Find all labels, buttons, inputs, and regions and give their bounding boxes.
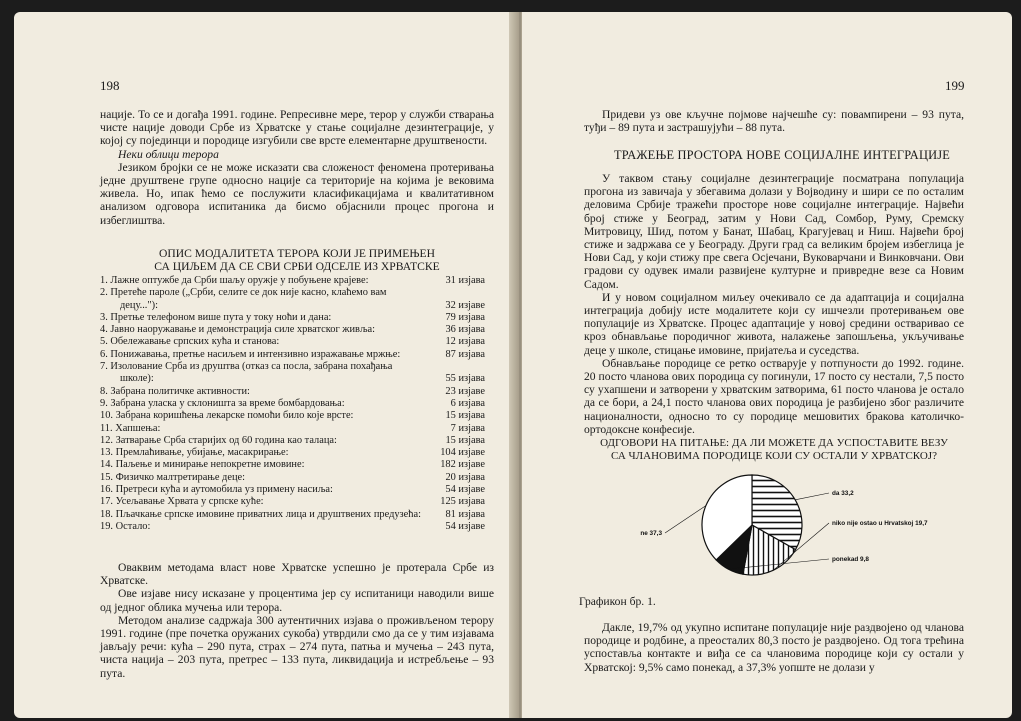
paragraph: нације. То се и догађа 1991. године. Репресивне мере, терор у служби стварања чисте нације доводи Србе из Хрватске у стање социјалне дезинтеграције, у којој су појединци и породице изгубили све врсте елементарне друштвености. — [100, 108, 494, 148]
terror-item — [100, 410, 485, 422]
terror-item — [100, 521, 485, 533]
chart-caption: Графикон бр. 1. — [579, 595, 656, 608]
terror-item — [100, 287, 485, 312]
terror-item — [100, 459, 485, 471]
left-closing-block — [100, 561, 494, 680]
pie-leader-line — [795, 493, 829, 500]
terror-item-text: 16. Претреси кућа и аутомобила уз примену насиља: — [100, 484, 333, 496]
page-number: 199 — [945, 78, 965, 93]
pie-slice-label: ne 37,3 — [640, 530, 662, 537]
terror-item-text: 11. Хапшења: — [100, 422, 161, 434]
terror-item-count: 15 изјава — [445, 410, 485, 422]
paragraph: У таквом стању социјалне дезинтеграције посматрана популација прогона из завичаја у збегавима долази у Војводину и шири се по осталим деловима Србије тражећи просторе нове социјалне интеграције. Највећи број стиже у Београд, затим у Нови Сад, Сомбор, Руму, Сремску Митровицу, Шид, потом у Банат, Шабац, Крагујевац и Ниш. Највећи број стиже и задржава се у Београду. Други град са великим бројем избеглица је Нови Сад, у који стижу пре свега Осјечани, Вуковарчани и Винковчани. Ови градови су одувек имали развијене културне и привредне везе са Новим Садом. — [584, 172, 964, 291]
terror-item — [100, 361, 485, 386]
right-closing-block — [584, 621, 964, 674]
paragraph: Придеви уз ове кључне појмове најчешће су: повампирени – 93 пута, туђи – 89 пута и застрашујући – 88 пута. — [584, 108, 964, 135]
paragraph: И у новом социјалном миљеу очекивало се да адаптација и социјална интеграција добију исте модалитете који су ишчезли протеривањем ове популације из Хрватске. Процес адаптације у новој средини остваривао се кроз обнављање породичног живота, налажење запошљења, укључивање деце у школе, стицање имовине, пријатеља и суседства. — [584, 290, 964, 357]
terror-item — [100, 312, 485, 324]
left-page — [14, 12, 516, 718]
table-title-line: СА ЦИЉЕМ ДА СЕ СВИ СРБИ ОДСЕЛЕ ИЗ ХРВАТСКЕ — [154, 260, 440, 273]
paragraph: Дакле, 19,7% од укупно испитане популације није раздвојено од чланова породице и родбине, а преосталих 80,3 посто је раздвојено. Од тога трећина успоставља контакте и виђа се са члановима породице који су остали у Хрватској: 9,5% само понекад, а 37,3% уопште не долази у — [584, 621, 964, 674]
pie-slice-label: niko nije ostao u Hrvatskoj 19,7 — [832, 520, 928, 527]
subheading: Неки облици терора — [118, 147, 219, 161]
terror-item-count: 31 изјава — [445, 275, 485, 286]
terror-item — [100, 423, 485, 435]
pie-chart — [582, 467, 962, 587]
terror-item — [100, 324, 485, 336]
chart-title — [584, 437, 964, 463]
terror-item-count: 54 изјаве — [445, 520, 485, 532]
terror-item — [100, 336, 485, 348]
paragraph: Оваквим методама власт нове Хрватске успешно је протерала Србе из Хрватске. — [100, 561, 494, 588]
terror-item — [100, 275, 485, 287]
terror-item-count: 87 изјава — [445, 348, 485, 360]
terror-item-count: 81 изјава — [445, 508, 485, 520]
terror-item-count: 104 изјаве — [440, 447, 485, 459]
left-intro-block — [100, 108, 494, 227]
right-intro-block — [584, 108, 964, 134]
terror-item — [100, 349, 485, 361]
terror-item-count: 20 изјава — [445, 471, 485, 483]
terror-item — [100, 484, 485, 496]
terror-item-text: 8. Забрана политичке активности: — [100, 385, 250, 397]
terror-item-text: 1. Лажне оптужбе да Срби шаљу оружје у побуњене крајеве: — [100, 275, 369, 286]
terror-item-count: 182 изјаве — [440, 459, 485, 471]
terror-item-count: 23 изјаве — [445, 385, 485, 397]
page-number: 198 — [100, 78, 120, 93]
terror-item-text: 10. Забрана коришћења лекарске помоћи било које врсте: — [100, 410, 354, 422]
paragraph: Језиком бројки се не може исказати сва сложеност феномена протеривања једне друштвене групе односно нације са територије на којима је вековима живела. Но, ипак ћемо се послужити класификацијама и квалитативном анализом одговора испитаника да бисмо објаснили процес прогона и избеглиштва. — [100, 160, 494, 227]
terror-item-count: 54 изјаве — [445, 484, 485, 496]
terror-item-text: 2. Претеће пароле („Срби, селите се док није касно, клаћемо вам децу..."): — [100, 287, 387, 311]
right-page — [522, 12, 1012, 718]
pie-slice-label: ponekad 9,8 — [832, 556, 869, 563]
pie-leader-line — [665, 506, 706, 533]
paragraph: Методом анализе садржаја 300 аутентичних изјава о проживљеном терору 1991. године (пре почетка оружаних сукоба) утврдили смо да се у тим изјавама јављају речи: кућа – 290 пута, страх – 274 пута, патња и мучења – 243 пута, чиста нација – 203 пута, претрес – 133 пута, ликвидација и истребљење – 93 пута. — [100, 613, 494, 680]
terror-item-text: 7. Изолование Срба из друштва (отказ са посла, забрана похађања школе): — [100, 361, 393, 385]
terror-item — [100, 398, 485, 410]
paragraph: Обнављање породице се ретко остварује у потпуности до 1992. године. 20 посто чланова ових породица су погинули, 17 посто су нестали, 7,5 посто су ухапшени и затворени у хрватским затворима, 61 посто чланова је остало да се бори, а 24,1 посто чланова ових породица је разбијено због различите националности, односно то су породице мешовитих бракова католичко-ортодоксне конфесије. — [584, 356, 964, 436]
terror-item — [100, 496, 485, 508]
terror-item — [100, 435, 485, 447]
terror-item — [100, 386, 485, 398]
terror-item-count: 36 изјава — [445, 324, 485, 336]
terror-item-count: 12 изјава — [445, 336, 485, 348]
table-title — [100, 247, 494, 273]
terror-item-text: 4. Јавно наоружавање и демонстрација силе хрватског живља: — [100, 324, 376, 336]
table-title-line: ОПИС МОДАЛИТЕТА ТЕРОРА КОЈИ ЈЕ ПРИМЕЊЕН — [159, 247, 435, 260]
terror-item-text: 12. Затварање Срба старијих од 60 година као талаца: — [100, 434, 337, 446]
section-heading: ТРАЖЕЊЕ ПРОСТОРА НОВЕ СОЦИЈАЛНЕ ИНТЕГРАЦИЈЕ — [613, 148, 951, 162]
terror-item — [100, 509, 485, 521]
terror-item-text: 14. Паљење и минирање непокретне имовине: — [100, 459, 305, 471]
right-body-block — [584, 172, 964, 436]
terror-item-text: 6. Понижавања, претње насиљем и интензивно изражавање мржње: — [100, 348, 401, 360]
terror-item-count: 15 изјава — [445, 434, 485, 446]
pie-slice-label: da 33,2 — [832, 490, 854, 497]
terror-item-text: 3. Претње телефоном више пута у току ноћи и дана: — [100, 311, 332, 323]
terror-item — [100, 447, 485, 459]
terror-item-text: 13. Премлаћивање, убијање, масакрирање: — [100, 447, 289, 459]
terror-item-count: 7 изјава — [450, 422, 485, 434]
terror-item-count: 32 изјаве — [445, 299, 485, 311]
terror-item-count: 125 изјава — [440, 496, 485, 508]
terror-item-count: 55 изјава — [445, 373, 485, 385]
terror-item-text: 17. Усељавање Хрвата у српске куће: — [100, 496, 264, 508]
terror-item — [100, 472, 485, 484]
terror-item-text: 19. Остало: — [100, 520, 151, 532]
terror-item-count: 6 изјава — [450, 397, 485, 409]
paragraph: Ове изјаве нису исказане у процентима јер су испитаници наводили више од једног облика мучења или терора. — [100, 587, 494, 614]
terror-item-text: 18. Пљачкање српске имовине приватних лица и друштвених предузећа: — [100, 508, 421, 520]
chart-title-line: СА ЧЛАНОВИМА ПОРОДИЦЕ КОЈИ СУ ОСТАЛИ У ХРВАТСКОЈ? — [611, 450, 937, 462]
terror-list — [100, 275, 485, 533]
terror-item-text: 15. Физичко малтретирање деце: — [100, 471, 246, 483]
terror-item-text: 5. Обележавање српских кућа и станова: — [100, 336, 280, 348]
terror-item-count: 79 изјава — [445, 311, 485, 323]
terror-item-text: 9. Забрана уласка у склоништа за време бомбардовања: — [100, 397, 345, 409]
chart-title-line: ОДГОВОРИ НА ПИТАЊЕ: ДА ЛИ МОЖЕТЕ ДА УСПОСТАВИТЕ ВЕЗУ — [600, 437, 948, 449]
